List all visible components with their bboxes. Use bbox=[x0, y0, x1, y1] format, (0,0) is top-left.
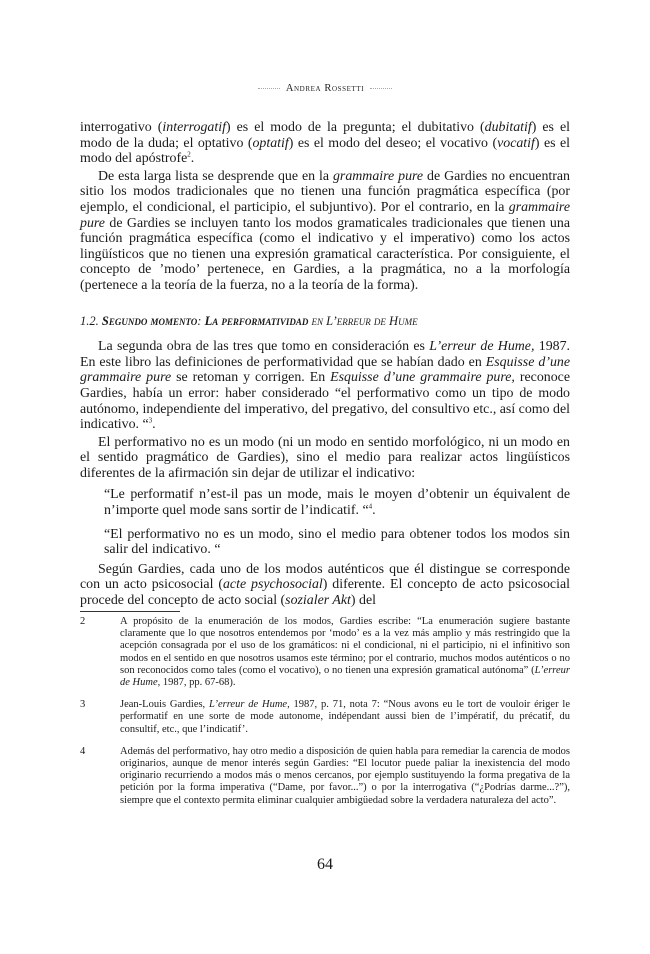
running-head-text: Andrea Rossetti bbox=[285, 83, 365, 94]
footnote-ref: 2 bbox=[187, 150, 191, 159]
footnote-rule bbox=[80, 611, 180, 612]
footnote-text bbox=[120, 699, 570, 736]
paragraph bbox=[80, 562, 570, 609]
footnote-number: 4 bbox=[80, 745, 86, 757]
text-run: de Gardies se incluyen tanto los modos gramaticales tradicionales que tienen una función pragmática específica (como el indicativo y el imperativo) como los actos lingüísticos que no tienen una expresión gramatical característica. Por consiguiente, el concepto de ’modo’ pertenece, en Gardies, a la pragmática, no a la morfología (pertenece a la teoría de la fuerza, no a la teoría de la forma). bbox=[80, 215, 570, 293]
footnote bbox=[80, 746, 570, 807]
text-run: ) es el modo de la pregunta; el dubitativo ( bbox=[225, 120, 485, 135]
footnote-number: 2 bbox=[80, 616, 86, 627]
paragraph bbox=[80, 339, 570, 433]
text-run: ) es el modo de la duda; el optativo ( bbox=[80, 120, 570, 151]
italic-text: grammaire pure bbox=[80, 199, 570, 231]
running-head bbox=[0, 83, 650, 94]
text-run: “El performativo no es un modo, sino el medio para obtener todos los modos sin salir del indicativo. “ bbox=[104, 526, 570, 558]
footnote-ref: 4 bbox=[368, 502, 373, 511]
italic-text: acte psychosocial bbox=[222, 577, 323, 593]
text-run: ) es el modo del deseo; el vocativo ( bbox=[288, 135, 498, 151]
text-run: La segunda obra de las tres que tomo en consideración es bbox=[98, 339, 430, 355]
italic-text: vocatif bbox=[497, 135, 535, 151]
paragraph bbox=[80, 435, 570, 482]
footnote-list bbox=[80, 616, 570, 807]
text-run: “Le performatif n’est-il pas un mode, mais le moyen d’obtenir un équivalent de n’importe quel mode sans sortir de l’indicatif. “ bbox=[104, 487, 570, 519]
text-run: A propósito de la enumeración de los modos, Gardies escribe: “La enumeración sugiere bastante claramente que lo que nosotros entendemos por ‘modo’ es a la vez más amplio y más restringido que la acepción consagrada por el uso de los gramáticos: ni el condicional, ni el participio, ni el infinitivo son modos en el sentido en que nosotros usamos este término; por el contrario, muchos modos auténticos o no son reconocidos como tales (como el vocativo), o no tienen una expresión gramatical autónoma” ( bbox=[120, 616, 570, 676]
page-number: 64 bbox=[317, 856, 333, 873]
text-run: interrogativo ( bbox=[80, 120, 163, 135]
text-run: El performativo no es un modo (ni un modo en sentido morfológico, ni un modo en el sentido pragmático de Gardies), sino el medio para realizar actos lingüísticos diferentes de la afirmación sin dejar de utilizar el indicativo: bbox=[80, 434, 570, 481]
paragraph bbox=[80, 120, 570, 167]
text-run: ) es el modo del apóstrofe bbox=[80, 135, 570, 167]
text-run: ) del bbox=[350, 593, 376, 609]
italic-text: sozialer Akt bbox=[285, 593, 351, 609]
text-run: De esta larga lista se desprende que en la bbox=[98, 168, 333, 184]
text-run: de Gardies no encuentran sitio los modos tradicionales que no tienen una función pragmática específica (por ejemplo, el condicional, el participio, el subjuntivo). Por el contrario, en la bbox=[80, 168, 570, 215]
italic-text: Esquisse d’une grammaire pure, bbox=[330, 370, 515, 386]
text-run: Según Gardies, cada uno de los modos auténticos que él distingue se corresponde con un acto psicosocial ( bbox=[80, 561, 570, 593]
italic-text: L’erreur de Hume, bbox=[209, 699, 290, 711]
header-dotted-rule bbox=[370, 88, 392, 89]
italic-text: Esquisse d’une grammaire pure bbox=[80, 354, 570, 386]
text-run: . bbox=[152, 417, 156, 433]
text-run: 1987, pp. 67-68). bbox=[160, 677, 236, 689]
footnotes bbox=[80, 611, 570, 817]
bold-text: La performatividad bbox=[204, 313, 309, 328]
italic-text: grammaire pure bbox=[332, 168, 424, 184]
text-run: se retoman y corrigen. En bbox=[171, 370, 331, 386]
text-run: . bbox=[190, 151, 195, 167]
italic-text: interrogatif bbox=[162, 120, 226, 135]
footnote-ref: 3 bbox=[148, 416, 153, 425]
text-run: 1987, p. 71, nota 7: “Nous avons eu le tort de vouloir ériger le performatif en une sorte de mode autonome, indépendant aussi bien de l’impératif, du précatif, du consultif, etc., que l’indicatif’. bbox=[120, 699, 570, 735]
text-run: ) diferente. El concepto de acto psicosocial procede del concepto de acto social ( bbox=[80, 577, 570, 609]
text-run: . bbox=[372, 503, 376, 519]
italic-text: dubitatif bbox=[484, 120, 532, 135]
text-run: Además del performativo, hay otro medio a disposición de quien habla para remediar la carencia de modos originarios, aunque de menor interés según Gardies: “El locutor puede paliar la inexistencia del modo originario recurriendo a modos más o menos cercanos, por ejemplo sustituyendo la forma pregativa de la petición por la forma imperativa (“Dame, por favor...”) o por la interrogativa (“¿Podrías darme...?”), siempre que el contexto permita eliminar cualquier ambigüedad sobre la verdadera naturaleza del acto”. bbox=[120, 745, 570, 806]
paragraph bbox=[80, 169, 570, 294]
header-dotted-rule bbox=[258, 88, 280, 89]
italic-text: L’erreur de Hume, bbox=[429, 339, 535, 355]
block-quote bbox=[104, 487, 570, 518]
text-run: reconoce Gardies, había un error: haber considerado “el performativo como un tipo de modo autónomo, independiente del imperativo, del pregativo, del consultivo etc., así como del indicativo. “ bbox=[80, 370, 570, 433]
text-run: L’erreur de Hume bbox=[326, 313, 418, 328]
text-run: Jean-Louis Gardies, bbox=[120, 699, 210, 711]
block-quote bbox=[104, 527, 570, 558]
footnote bbox=[80, 699, 570, 736]
body-text bbox=[80, 120, 570, 609]
section-heading bbox=[80, 314, 570, 330]
footnote-number: 3 bbox=[80, 699, 86, 711]
footnote bbox=[80, 616, 570, 689]
italic-text: optatif bbox=[252, 135, 289, 151]
text-run: : bbox=[197, 313, 205, 328]
footnote-text bbox=[120, 746, 570, 807]
bold-text: Segundo momento bbox=[101, 313, 198, 328]
text-run: 1987. En este libro las definiciones de performatividad que se habían dado en bbox=[80, 339, 570, 370]
footnote-text bbox=[120, 616, 570, 689]
text-run: 1.2. bbox=[80, 313, 102, 328]
italic-text: L’erreur de Hume, bbox=[120, 664, 570, 689]
text-run: en bbox=[308, 313, 327, 328]
